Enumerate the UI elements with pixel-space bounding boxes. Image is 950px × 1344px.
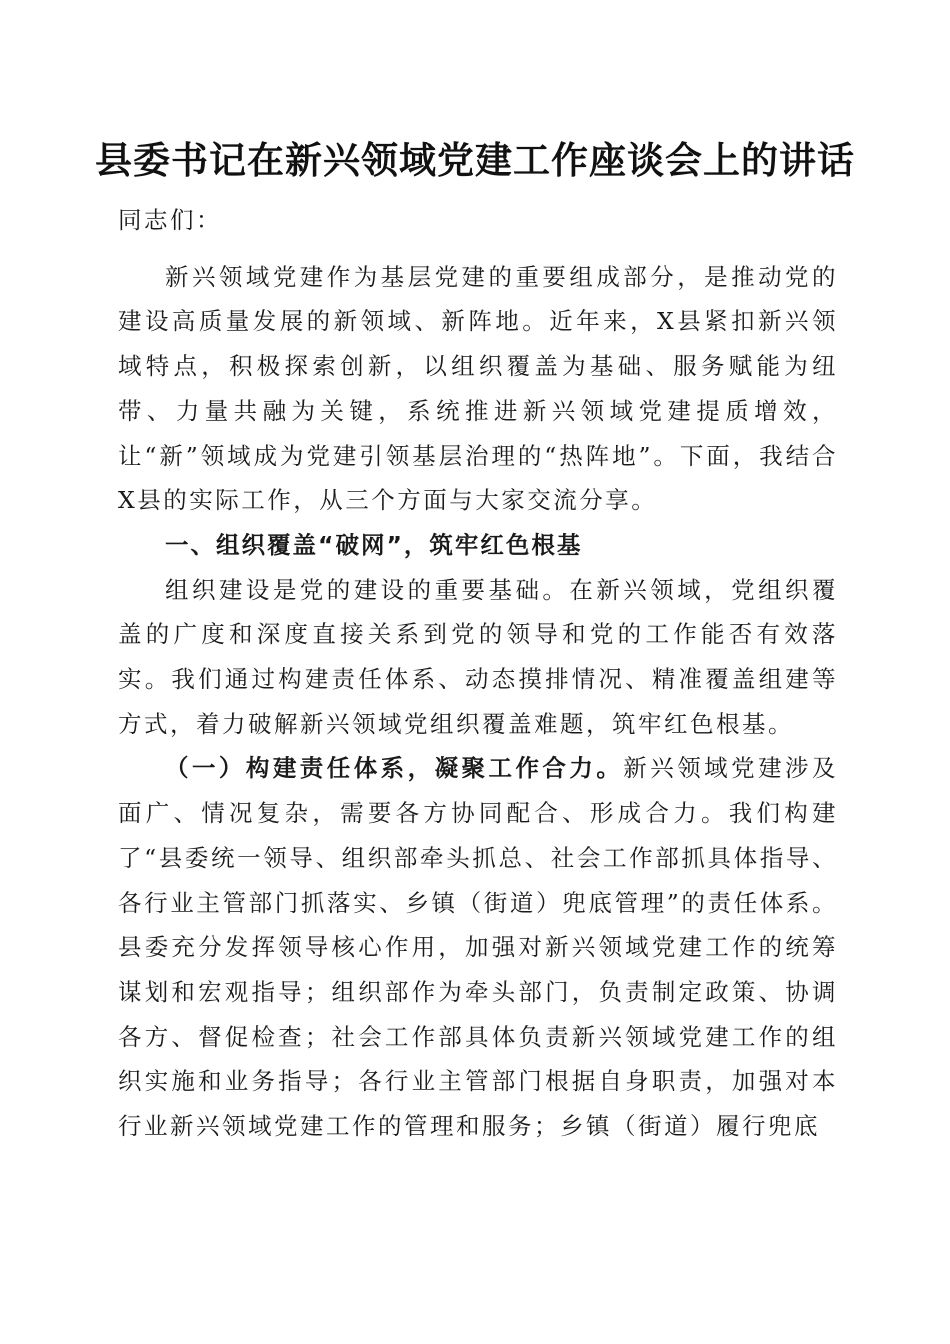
document-title: 县委书记在新兴领域党建工作座谈会上的讲话 [95, 138, 855, 182]
document-body [118, 198, 838, 1149]
intro-paragraph: 新兴领域党建作为基层党建的重要组成部分，是推动党的建设高质量发展的新领域、新阵地。近年来，X县紧扣新兴领域特点，积极探索创新，以组织覆盖为基础、服务赋能为纽带、力量共融为关键，系统推进新兴领域党建提质增效，让“新”领域成为党建引领基层治理的“热阵地”。下面，我结合X县的实际工作，从三个方面与大家交流分享。 [118, 262, 838, 515]
salutation: 同志们： [118, 206, 222, 234]
subsection-1-text: 新兴领域党建涉及面广、情况复杂，需要各方协同配合、形成合力。我们构建了“县委统一领导、组织部牵头抓总、社会工作部抓具体指导、各行业主管部门抓落实、乡镇（街道）兜底管理”的责任体系。县委充分发挥领导核心作用，加强对新兴领域党建工作的统筹谋划和宏观指导；组织部作为牵头部门，负责制定政策、协调各方、督促检查；社会工作部具体负责新兴领域党建工作的组织实施和业务指导；各行业主管部门根据自身职责，加强对本行业新兴领域党建工作的管理和服务；乡镇（街道）履行兜底 [118, 754, 839, 1141]
subsection-1-heading: （一）构建责任体系，凝聚工作合力。 [165, 754, 624, 783]
section-1-paragraph: 组织建设是党的建设的重要基础。在新兴领域，党组织覆盖的广度和深度直接关系到党的领导和党的工作能否有效落实。我们通过构建责任体系、动态摸排情况、精准覆盖组建等方式，着力破解新兴领域党组织覆盖难题，筑牢红色根基。 [118, 575, 838, 738]
subsection-1-paragraph [118, 746, 838, 1148]
section-1-heading: 一、组织覆盖“破网”，筑牢红色根基 [165, 530, 583, 559]
